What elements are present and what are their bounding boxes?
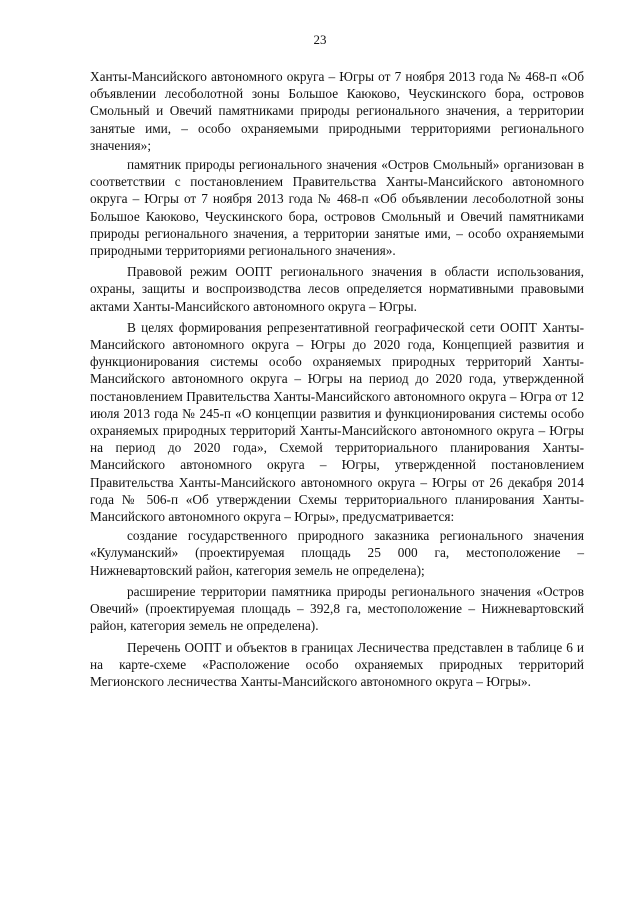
paragraph-network-goals: В целях формирования репрезентативной географической сети ООПТ Ханты-Мансийского автономного округа – Югры до 2020 года, Концепцией развития и функционирования системы особо охраняемых природных территорий Ханты-Мансийского автономного округа – Югры на период до 2020 года, утвержденной постановлением Правительства Ханты-Мансийского автономного округа – Югра от 12 июля 2013 года № 245-п «О концепции развития и функционирования системы особо охраняемых природных территорий Ханты-Мансийского автономного округа – Югры на период до 2020 года», Схемой территориального планирования Ханты-Мансийского автономного округа – Югры, утвержденной постановлением Правительства Ханты-Мансийского автономного округа – Югры от 26 декабря 2014 года № 506-п «Об утверждении Схемы территориального планирования Ханты-Мансийского автономного округа – Югры», предусматривается: — [90, 319, 584, 525]
paragraph-continuation: Ханты-Мансийского автономного округа – Югры от 7 ноября 2013 года № 468-п «Об объявлении лесоболотной зоны Большое Каюково, Чеускинского бора, островов Смольный и Овечий памятниками природы регионального значения, а территории занятые ими, – особо охраняемыми природными территориями регионального значения»; — [90, 69, 584, 153]
paragraph-ovechy-expansion: расширение территории памятника природы регионального значения «Остров Овечий» (проектируемая площадь – 392,8 га, местоположение – Нижневартовский район, категория земель не определена). — [90, 583, 584, 634]
paragraph-kulumansky: создание государственного природного заказника регионального значения «Кулуманский» (проектируемая площадь 25 000 га, местоположение – Нижневартовский район, категория земель не определена); — [90, 528, 584, 578]
page-number: 23 — [313, 32, 327, 47]
paragraph-list-reference: Перечень ООПТ и объектов в границах Лесничества представлен в таблице 6 и на карте-схеме «Расположение особо охраняемых природных территорий Мегионского лесничества Ханты-Мансийского автономного округа – Югры». — [90, 639, 584, 689]
paragraph-smolny: памятник природы регионального значения «Остров Смольный» организован в соответствии с постановлением Правительства Ханты-Мансийского автономного округа – Югры от 7 ноября 2013 года № 468-п «Об объявлении лесоболотной зоны Большое Каюково, Чеускинского бора, островов Смольный и Овечий памятниками природы регионального значения, а территории занятые ими, – особо охраняемыми природными территориями регионального значения». — [90, 157, 584, 259]
paragraph-legal-regime: Правовой режим ООПТ регионального значения в области использования, охраны, защиты и воспроизводства лесов определяется нормативными правовыми актами Ханты-Мансийского автономного округа – Югры. — [90, 264, 584, 314]
document-body — [90, 68, 584, 690]
